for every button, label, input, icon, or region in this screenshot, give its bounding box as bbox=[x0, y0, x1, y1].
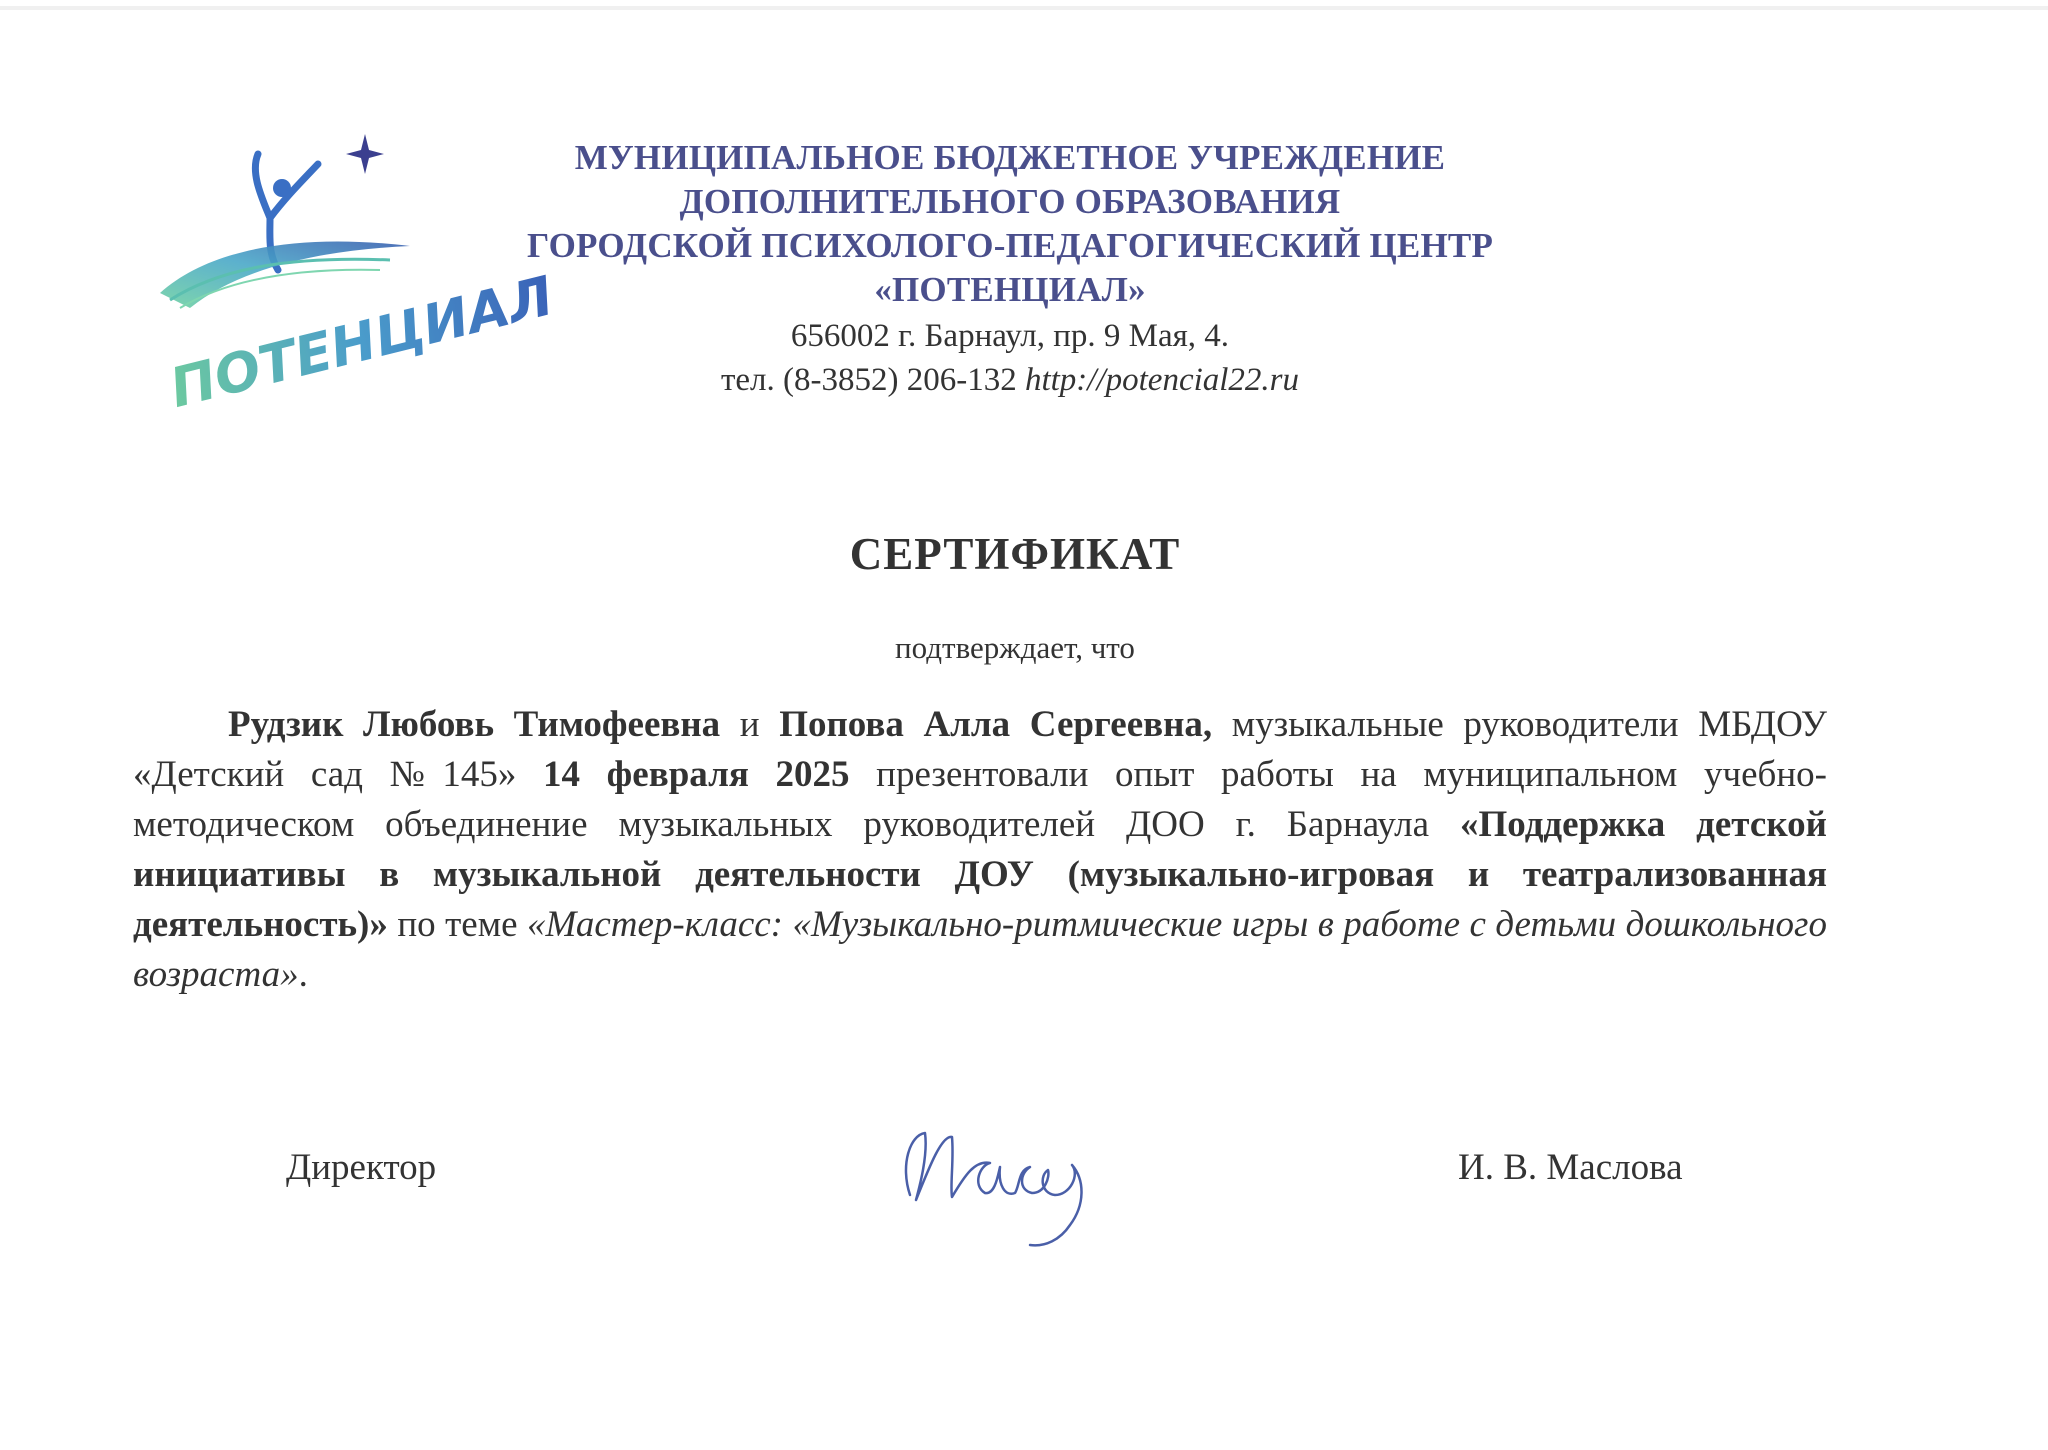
scan-edge-line bbox=[0, 6, 2048, 10]
potencial-logo bbox=[150, 128, 560, 420]
body-text-3: по теме bbox=[387, 904, 528, 945]
org-name-line-1: МУНИЦИПАЛЬНОЕ БЮДЖЕТНОЕ УЧРЕЖДЕНИЕ bbox=[574, 138, 1446, 177]
signature-icon bbox=[880, 1105, 1110, 1255]
certificate-body bbox=[133, 700, 1827, 1000]
logo-graphic bbox=[150, 128, 560, 420]
recipient-name-2: Попова Алла Сергеевна, bbox=[779, 704, 1213, 745]
star-icon bbox=[346, 134, 384, 174]
topic-title: «Мастер-класс: «Музыкально-ритмические игры в работе с детьми дошкольного возраста» bbox=[133, 904, 1827, 995]
address: 656002 г. Барнаул, пр. 9 Мая, 4. bbox=[790, 318, 1230, 354]
website-link[interactable]: http://potencial22.ru bbox=[1024, 362, 1300, 398]
svg-text:ПОТЕНЦИАЛ: ПОТЕНЦИАЛ bbox=[163, 264, 560, 420]
event-date: 14 февраля 2025 bbox=[543, 754, 850, 795]
recipient-name-1: Рудзик Любовь Тимофеевна bbox=[228, 704, 721, 745]
body-text-1: музыкальные руководители МБДОУ «Детский сад №145» bbox=[133, 704, 1828, 795]
org-name-line-4: «ПОТЕНЦИАЛ» bbox=[874, 270, 1146, 309]
org-name-line-2: ДОПОЛНИТЕЛЬНОГО ОБРАЗОВАНИЯ bbox=[679, 182, 1341, 221]
signatory-name: И. В. Маслова bbox=[1458, 1147, 1683, 1188]
body-text-2: презентовали опыт работы на муниципальном учебно-методическом объединение музыкальных руководителей ДОО г. Барнаула bbox=[133, 754, 1827, 845]
certificate-title: СЕРТИФИКАТ bbox=[849, 529, 1181, 579]
signatory-position: Директор bbox=[286, 1147, 437, 1188]
handwritten-signature bbox=[880, 1105, 1110, 1255]
event-title: «Поддержка детской инициативы в музыкальной деятельности ДОУ (музыкально-игровая и театрализованная деятельность)» bbox=[133, 804, 1827, 945]
certificate-subtitle: подтверждает, что bbox=[895, 630, 1135, 665]
body-ending: . bbox=[298, 954, 308, 995]
phone: тел. (8-3852) 206-132 bbox=[720, 362, 1017, 398]
org-name-line-3: ГОРОДСКОЙ ПСИХОЛОГО-ПЕДАГОГИЧЕСКИЙ ЦЕНТР bbox=[526, 226, 1494, 265]
institution-header bbox=[440, 136, 1580, 402]
conjunction: и bbox=[720, 704, 780, 745]
contact-line bbox=[440, 358, 1580, 402]
